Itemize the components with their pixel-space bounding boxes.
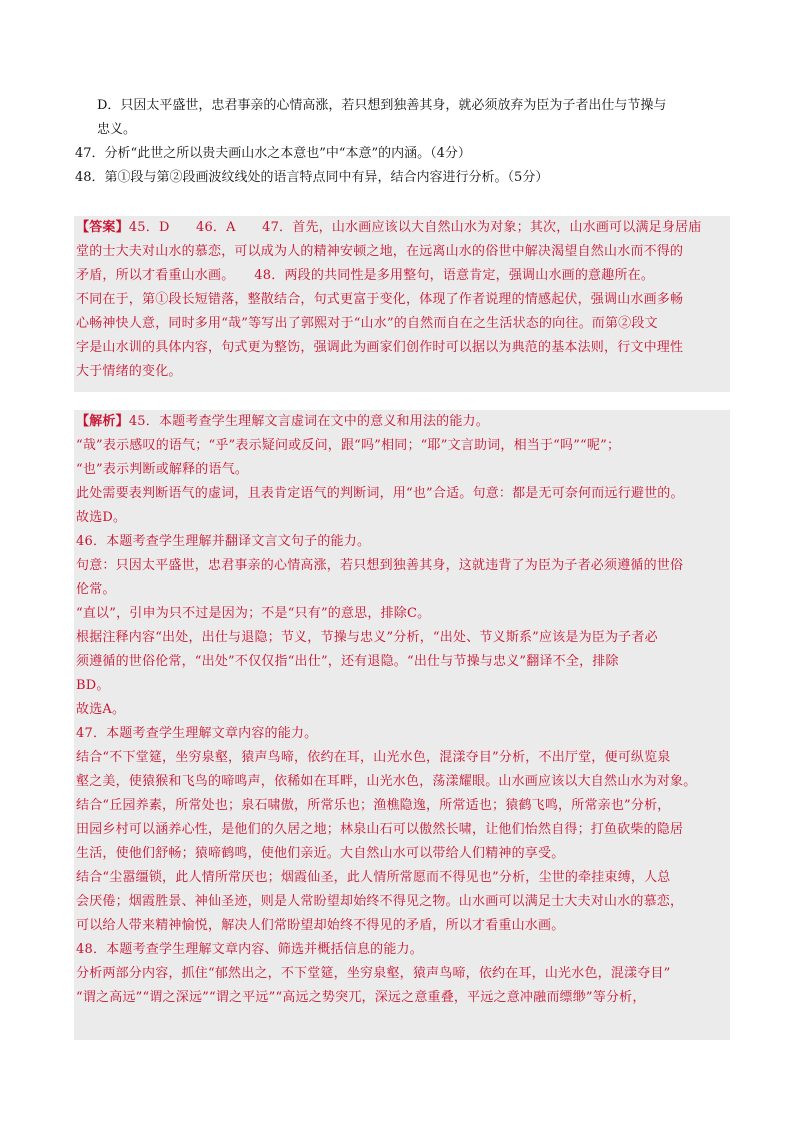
analysis-line: 故选D。 [76,510,127,525]
analysis-line: 须遵循的世俗伦常，“出处”不仅仅指“出仕”，还有退隐。“出仕与节操与忠义”翻译不全，排除 [76,654,619,669]
answer-line: 大于情绪的变化。 [76,364,182,379]
analysis-line: 【解析】45．本题考查学生理解文言虚词在文中的意义和用法的能力。 [76,414,489,429]
analysis-line: 结合“丘园养素，所常处也；泉石啸傲，所常乐也；渔樵隐逸，所常适也；猿鹤飞鸣，所常亲也”分析， [76,798,671,813]
option-d-line2: 忠义。 [97,122,137,137]
analysis-line: 故选A。 [76,702,126,717]
answer-block [74,216,730,392]
analysis-line: 会厌倦；烟霞胜景、神仙圣迹，则是人常盼望却始终不得见之物。山水画可以满足士大夫对山水的慕恋， [76,894,684,909]
analysis-line: “直以”，引申为只不过是因为；不是“只有”的意思，排除C。 [76,606,431,621]
analysis-tag: 【解析】 [76,414,129,429]
answer-line: 字是山水训的具体内容，句式更为整饬，强调此为画家们创作时可以据以为典范的基本法则，行文中理性 [76,340,684,355]
answer-line: 不同在于，第①段长短错落，整散结合，句式更富于变化，体现了作者说理的情感起伏，强调山水画多畅 [76,292,684,307]
answer-line: 堂的士大夫对山水的慕恋，可以成为人的精神安顿之地，在远离山水的俗世中解决渴望自然山水而不得的 [76,244,684,259]
analysis-line: 可以给人带来精神愉悦，解决人们常盼望却始终不得见的矛盾，所以才看重山水画。 [76,918,565,933]
analysis-line: 生活，使他们舒畅；猿啼鹤鸣，使他们亲近。大自然山水可以带给人们精神的享受。 [76,846,565,861]
analysis-line: 壑之美，使猿猴和飞鸟的啼鸣声，依稀如在耳畔，山光水色，荡漾耀眼。山水画应该以大自然山水为对象。 [76,774,697,789]
analysis-line: “谓之高远”“谓之深远”“谓之平远”“高远之势突兀，深远之意重叠，平远之意冲融而缥缈”等分析， [76,990,646,1005]
answer-tag: 【答案】 [76,220,129,235]
answer-line: 矛盾，所以才看重山水画。 48．两段的共同性是多用整句，语意肯定，强调山水画的意趣所在。 [76,268,655,283]
analysis-line: 48．本题考查学生理解文章内容、筛选并概括信息的能力。 [76,942,423,957]
option-d-line1: D．只因太平盛世，忠君事亲的心情高涨，若只想到独善其身，就必须放弃为臣为子者出仕与节操与 [97,98,667,113]
question-block [75,94,735,190]
analysis-line: 句意：只因太平盛世，忠君事亲的心情高涨，若只想到独善其身，这就违背了为臣为子者必须遵循的世俗 [76,558,684,573]
answer-line: 【答案】45．D 46．A 47．首先，山水画应该以大自然山水为对象；其次，山水画可以满足身居庙 [76,220,702,235]
analysis-line: “哉”表示感叹的语气；“乎”表示疑问或反问，跟“吗”相同；“耶”文言助词，相当于“吗”“呢”； [76,438,621,453]
analysis-line: 结合“尘嚣缰锁，此人情所常厌也；烟霞仙圣，此人情所常愿而不得见也”分析，尘世的牵挂束缚，人总 [76,870,671,885]
analysis-line: 田园乡村可以涵养心性，是他们的久居之地；林泉山石可以傲然长啸，让他们怡然自得；打鱼砍柴的隐居 [76,822,684,837]
question-47: 47．分析“此世之所以贵夫画山水之本意也”中“本意”的内涵。（4分） [75,146,471,161]
analysis-block [74,410,730,1040]
analysis-line: 分析两部分内容，抓住“郁然出之，不下堂筵，坐穷泉壑，猿声鸟啼，依约在耳，山光水色，混漾夺目” [76,966,671,981]
analysis-line: 此处需要表判断语气的虚词，且表肯定语气的判断词，用“也”合适。句意：都是无可奈何而远行避世的。 [76,486,684,501]
analysis-line: 根据注释内容“出处，出仕与退隐；节义，节操与忠义”分析，“出处、节义斯系”应该是为臣为子者必 [76,630,658,645]
analysis-line: 47．本题考查学生理解文章内容的能力。 [76,726,318,741]
question-48: 48．第①段与第②段画波纹线处的语言特点同中有异，结合内容进行分析。（5分） [75,170,549,185]
analysis-line: 伦常。 [76,582,116,597]
analysis-line: BD。 [76,678,110,693]
analysis-line: “也”表示判断或解释的语气。 [76,462,249,477]
analysis-line: 46．本题考查学生理解并翻译文言文句子的能力。 [76,534,371,549]
answer-line: 心畅神快人意，同时多用“哉”等写出了郭熙对于“山水”的自然而自在之生活状态的向往。而第②段文 [76,316,658,331]
analysis-line: 结合“不下堂筵，坐穷泉壑，猿声鸟啼，依约在耳，山光水色，混漾夺目”分析，不出厅堂，便可纵览泉 [76,750,671,765]
